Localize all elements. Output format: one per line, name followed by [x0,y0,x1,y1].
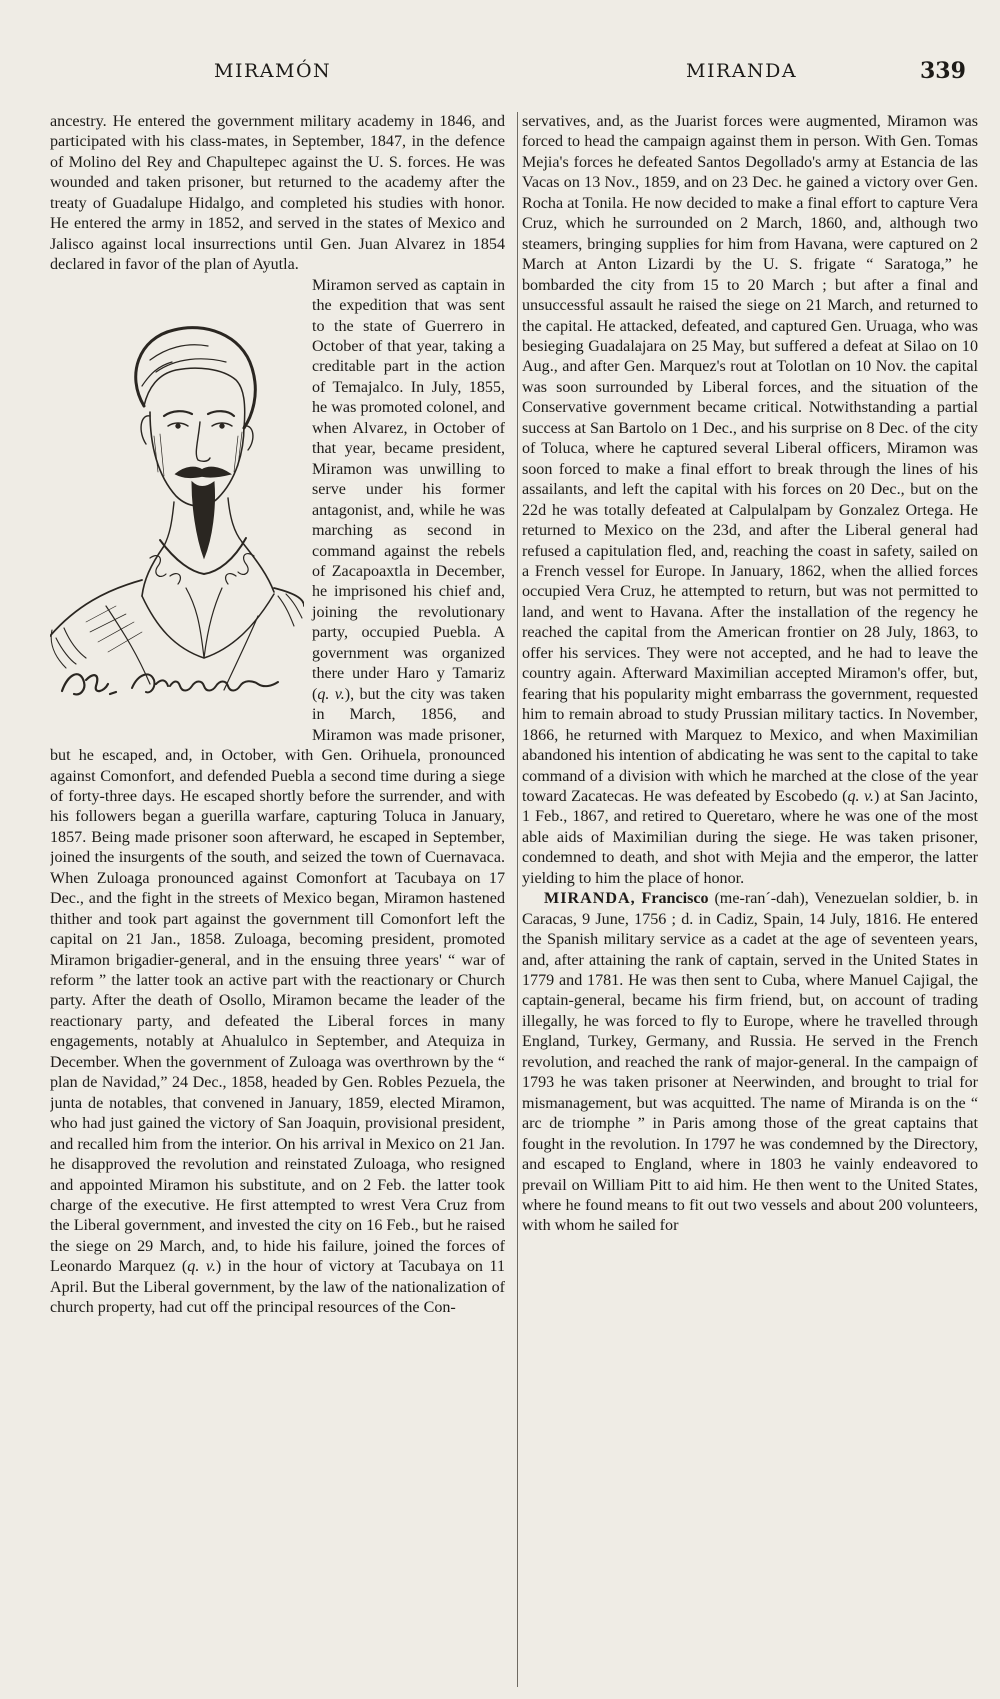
body-text: servatives, and, as the Juarist forces were augmented, Miramon was forced to head the campaign against them in person. With Gen. Tomas Mejia's forces he defeated Santos Degollado's army at Estancia de las Vacas on 13 Nov., 1859, and on 23 Dec. he gained a victory over Gen. Rocha at Tonila. He now decided to make a final effort to capture Vera Cruz, which he surrounded on 2 March, 1860, and, although two steamers, bringing supplies for him from Havana, were captured on 2 March at Anton Lizardi by the U. S. frigate “ Saratoga,” he bombarded the city from 15 to 20 March ; but after a final and unsuccessful assault he raised the siege on 21 March, and returned to the capital. He attacked, defeated, and captured Gen. Uruaga, who was besieging Guadalajara on 25 May, but suffered a defeat at Silao on 10 Aug., and after Gen. Marquez's rout at Tolotlan on 10 Nov. the capital was soon surrounded by Liberal forces, and the situation of the Conservative government became critical. Notwithstanding a partial success at San Bartolo on 1 Dec., and his surprise on 8 Dec. of the city of Toluca, where he captured several Liberal officers, Miramon was soon forced to make a final effort to break through the lines of his assailants, and left the capital with his forces on 20 Dec., but on the 22d he was totally defeated at Calpulalpam by Gonzalez Ortega. He returned to Mexico on the 23d, and after the Liberal general had refused a capitulation fled, and, reaching the coast in safety, sailed on a French vessel for Europe. In January, 1862, when the allied forces occupied Vera Cruz, he attempted to return, but was not permitted to land, and went to Havana. After the installation of the regency he reached the capital from the American frontier on 28 July, 1863, to offer his services. They were not accepted, and he had to leave the country again. Afterward Maximilian accepted Miramon's offer, but, fearing that his popularity might embarrass the government, requested him to remain abroad to study Prussian military tactics. In November, 1866, he returned with Marquez to Mexico, and when Maximilian abandoned his intention of abdicating he was sent to the capital to take command of a division with which he marched at the close of the year toward Zacatecas. He was defeated by Escobedo ( [522,113,978,805]
body-text-continued: ), but the city was taken in March, 1856, and Miramon was made prisoner, but he escaped, and, in October, with Gen. Orihuela, pronounced against Comonfort, and defended Puebla a second time during a siege of forty-three days. He escaped shortly before the surrender, and with his followers began a guerilla warfare, capturing Toluca in January, 1857. Being made prisoner soon afterward, he escaped in September, joined the insurgents of the south, and seized the town of Cuernavaca. When Zuloaga pronounced against Comonfort at Tacubaya on 17 Dec., and the fight in the streets of Mexico began, Miramon hastened thither and took part against the government till Comonfort left the capital on 21 Jan., 1858. Zuloaga, becoming president, promoted Miramon brigadier-general, and in the ensuing three years' “ war of reform ” the latter took an active part with the reactionary or Church party. After the death of Osollo, Miramon became the leader of the reactionary party, and defeated the Liberal forces in many engagements, notably at Ahualulco in September, and Atequiza in December. When the government of Zuloaga was overthrown by the “ plan de Navidad,” 24 Dec., 1858, headed by Gen. Robles Pezuela, the junta de notables, that convened in January, 1859, elected Miramon, who had just gained the victory of San Joaquin, provisional president, and recalled him from the interior. On his arrival in Mexico on 21 Jan. he disapproved the revolution and reinstated Zuloaga, who resigned and appointed Miramon his substitute, and on 2 Feb. the latter took charge of the executive. He first attempted to wrest Vera Cruz from the Liberal government, and invested the city on 16 Feb., but he raised the siege on 29 March, and, to hide his failure, joined the forces of Leonardo Marquez ( [50,685,505,1276]
portrait-engraving [50,276,304,731]
body-text: Miramon served as captain in the expedition that was sent to the state of Guerrero in October of that year, taking a creditable part in the action of Temajalco. In July, 1855, he was promoted colonel, and when Alvarez, in October of that year, became president, Miramon was unwilling to serve under his former antagonist, and, while he was marching as second in command against the rebels of Zacapoaxtla in December, he imprisoned his chief and, joining the revolutionary party, occupied Puebla. A government was organized there under Haro y Tamariz ( [312,276,505,703]
continued-paragraph [522,112,978,889]
body-text-continued: ) in the hour of victory at Tacubaya on 11 April. But the Liberal government, by the law of the nationalization of church property, had cut off the principal resources of the Con- [50,1258,505,1317]
quod-vide-ref: q. v. [847,787,874,805]
portrait-figure [50,276,304,731]
page-number: 339 [920,58,966,84]
column-divider [517,112,518,1687]
entry-given-name: Francisco [641,890,709,908]
miranda-entry [522,889,978,1237]
running-head-right: MIRANDA [686,60,798,82]
intro-paragraph: ancestry. He entered the government military academy in 1846, and participated with his class-mates, in September, 1847, in the defence of Molino del Rey and Chapultepec against the U. S. forces. He was wounded and taken prisoner, but returned to the academy after the treaty of Guadalupe Hidalgo, and completed his studies with honor. He entered the army in 1852, and served in the states of Mexico and Jalisco against local insurrections until Gen. Juan Alvarez in 1854 declared in favor of the plan of Ayutla. [50,113,505,274]
body-text-continued: ) at San Jacinto, 1 Feb., 1867, and retired to Queretaro, where he was one of the most able aids of Maximilian during the siege. He was taken prisoner, condemned to death, and shot with Mejia and the emperor, the latter yielding to him the place of honor. [522,787,978,887]
entry-headword: MIRANDA, [544,890,636,908]
quod-vide-ref: q. v. [187,1258,216,1276]
left-column [50,112,505,1692]
running-head-left: MIRAMÓN [214,60,332,82]
entry-body: (me-ran´-dah), Venezuelan soldier, b. in Caracas, 9 June, 1756 ; d. in Cadiz, Spain, 14 July, 1816. He entered the Spanish military service as a cadet at the age of seventeen years, and, after attaining the rank of captain, served in the United States in 1779 and 1781. He was then sent to Cuba, where Manuel Cajigal, the captain-general, became his firm friend, but, on account of trading illegally, he was forced to fly to Europe, where he travelled through England, Turkey, Germany, and Russia. He served in the French revolution, and reached the rank of major-general. In the campaign of 1793 he was taken prisoner at Neerwinden, and brought to trial for mismanagement, but was acquitted. The name of Miranda is on the “ arc de triomphe ” in Paris among those of the great captains that fought in the revolution. In 1797 he was condemned by the Directory, and escaped to England, where in 1803 he vainly endeavored to prevail on William Pitt to aid him. He then went to the United States, where he found means to fit out two vessels and about 200 volunteers, with whom he sailed for [522,890,978,1235]
right-column [522,112,978,1692]
body-paragraph [50,276,505,1319]
quod-vide-ref: q. v. [317,685,345,703]
